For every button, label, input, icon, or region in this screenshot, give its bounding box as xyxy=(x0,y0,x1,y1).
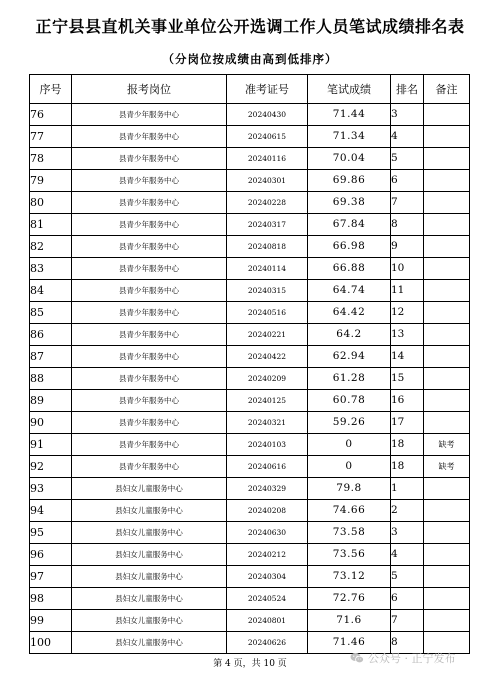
cell-seq: 87 xyxy=(30,346,72,368)
cell-seq: 83 xyxy=(30,258,72,280)
cell-post: 县妇女儿童服务中心 xyxy=(72,610,227,632)
cell-note xyxy=(424,544,470,566)
cell-seq: 95 xyxy=(30,522,72,544)
cell-exam-no: 20240321 xyxy=(227,412,308,434)
cell-rank: 18 xyxy=(391,434,424,456)
cell-post: 县妇女儿童服务中心 xyxy=(72,500,227,522)
cell-note xyxy=(424,588,470,610)
table-row xyxy=(30,302,470,324)
cell-rank: 2 xyxy=(391,500,424,522)
page-number: 第 4 页，共 10 页 xyxy=(213,659,287,669)
cell-seq: 97 xyxy=(30,566,72,588)
cell-post: 县青少年服务中心 xyxy=(72,456,227,478)
table-row xyxy=(30,346,470,368)
cell-exam-no: 20240615 xyxy=(227,126,308,148)
cell-seq: 78 xyxy=(30,148,72,170)
cell-note xyxy=(424,192,470,214)
cell-note xyxy=(424,214,470,236)
cell-score: 0 xyxy=(308,434,391,456)
cell-exam-no: 20240228 xyxy=(227,192,308,214)
cell-exam-no: 20240304 xyxy=(227,566,308,588)
cell-exam-no: 20240317 xyxy=(227,214,308,236)
table-row xyxy=(30,434,470,456)
cell-note xyxy=(424,148,470,170)
table-row xyxy=(30,478,470,500)
cell-post: 县妇女儿童服务中心 xyxy=(72,522,227,544)
cell-note xyxy=(424,324,470,346)
cell-exam-no: 20240315 xyxy=(227,280,308,302)
cell-post: 县青少年服务中心 xyxy=(72,214,227,236)
cell-rank: 5 xyxy=(391,148,424,170)
cell-seq: 77 xyxy=(30,126,72,148)
cell-post: 县妇女儿童服务中心 xyxy=(72,566,227,588)
cell-rank: 4 xyxy=(391,126,424,148)
table-row xyxy=(30,214,470,236)
cell-exam-no: 20240422 xyxy=(227,346,308,368)
cell-rank: 6 xyxy=(391,170,424,192)
cell-score: 66.88 xyxy=(308,258,391,280)
cell-post: 县青少年服务中心 xyxy=(72,192,227,214)
table-row xyxy=(30,280,470,302)
cell-note: 缺考 xyxy=(424,434,470,456)
cell-score: 66.98 xyxy=(308,236,391,258)
table-row xyxy=(30,412,470,434)
cell-post: 县青少年服务中心 xyxy=(72,280,227,302)
cell-seq: 98 xyxy=(30,588,72,610)
table-row xyxy=(30,588,470,610)
document-subtitle: （分岗位按成绩由高到低排序） xyxy=(162,52,338,66)
cell-seq: 88 xyxy=(30,368,72,390)
cell-score: 79.8 xyxy=(308,478,391,500)
cell-score: 69.86 xyxy=(308,170,391,192)
cell-rank: 5 xyxy=(391,566,424,588)
cell-seq: 100 xyxy=(30,632,72,654)
cell-note: 缺考 xyxy=(424,456,470,478)
cell-exam-no: 20240209 xyxy=(227,368,308,390)
table-row xyxy=(30,368,470,390)
table-row xyxy=(30,456,470,478)
cell-note xyxy=(424,522,470,544)
cell-exam-no: 20240516 xyxy=(227,302,308,324)
watermark-text: 公众号 · 正宁发布 xyxy=(368,652,456,665)
cell-score: 71.44 xyxy=(308,104,391,126)
cell-score: 71.34 xyxy=(308,126,391,148)
cell-rank: 16 xyxy=(391,390,424,412)
table-header-row xyxy=(30,75,470,104)
cell-rank: 14 xyxy=(391,346,424,368)
cell-rank: 12 xyxy=(391,302,424,324)
table-row xyxy=(30,236,470,258)
table-row xyxy=(30,192,470,214)
cell-rank: 17 xyxy=(391,412,424,434)
cell-rank: 7 xyxy=(391,610,424,632)
cell-exam-no: 20240212 xyxy=(227,544,308,566)
cell-rank: 9 xyxy=(391,236,424,258)
cell-seq: 84 xyxy=(30,280,72,302)
wechat-icon xyxy=(350,652,364,664)
cell-score: 64.74 xyxy=(308,280,391,302)
table-row xyxy=(30,148,470,170)
cell-note xyxy=(424,170,470,192)
cell-note xyxy=(424,566,470,588)
cell-post: 县青少年服务中心 xyxy=(72,390,227,412)
cell-note xyxy=(424,478,470,500)
cell-note xyxy=(424,280,470,302)
cell-seq: 93 xyxy=(30,478,72,500)
cell-note xyxy=(424,412,470,434)
cell-seq: 96 xyxy=(30,544,72,566)
cell-score: 71.46 xyxy=(308,632,391,654)
cell-exam-no: 20240818 xyxy=(227,236,308,258)
cell-rank: 8 xyxy=(391,632,424,654)
table-row xyxy=(30,258,470,280)
cell-score: 61.28 xyxy=(308,368,391,390)
table-row xyxy=(30,126,470,148)
table-row xyxy=(30,104,470,126)
cell-score: 71.6 xyxy=(308,610,391,632)
cell-score: 73.58 xyxy=(308,522,391,544)
cell-note xyxy=(424,236,470,258)
cell-post: 县青少年服务中心 xyxy=(72,434,227,456)
cell-seq: 94 xyxy=(30,500,72,522)
cell-exam-no: 20240801 xyxy=(227,610,308,632)
header-rank: 排名 xyxy=(391,75,424,104)
cell-exam-no: 20240626 xyxy=(227,632,308,654)
watermark xyxy=(350,650,456,666)
cell-rank: 3 xyxy=(391,104,424,126)
cell-exam-no: 20240103 xyxy=(227,434,308,456)
cell-score: 60.78 xyxy=(308,390,391,412)
cell-post: 县妇女儿童服务中心 xyxy=(72,588,227,610)
cell-score: 64.42 xyxy=(308,302,391,324)
cell-exam-no: 20240208 xyxy=(227,500,308,522)
cell-post: 县青少年服务中心 xyxy=(72,412,227,434)
header-exam-no: 准考证号 xyxy=(227,75,308,104)
cell-score: 73.56 xyxy=(308,544,391,566)
cell-note xyxy=(424,500,470,522)
cell-post: 县妇女儿童服务中心 xyxy=(72,478,227,500)
cell-score: 62.94 xyxy=(308,346,391,368)
cell-score: 67.84 xyxy=(308,214,391,236)
cell-note xyxy=(424,390,470,412)
cell-note xyxy=(424,258,470,280)
cell-exam-no: 20240616 xyxy=(227,456,308,478)
table-row xyxy=(30,324,470,346)
cell-exam-no: 20240125 xyxy=(227,390,308,412)
cell-note xyxy=(424,126,470,148)
cell-rank: 13 xyxy=(391,324,424,346)
header-score: 笔试成绩 xyxy=(308,75,391,104)
cell-seq: 79 xyxy=(30,170,72,192)
cell-note xyxy=(424,104,470,126)
cell-exam-no: 20240630 xyxy=(227,522,308,544)
cell-post: 县青少年服务中心 xyxy=(72,170,227,192)
cell-seq: 86 xyxy=(30,324,72,346)
cell-post: 县妇女儿童服务中心 xyxy=(72,544,227,566)
cell-post: 县青少年服务中心 xyxy=(72,368,227,390)
cell-seq: 81 xyxy=(30,214,72,236)
cell-score: 74.66 xyxy=(308,500,391,522)
cell-score: 73.12 xyxy=(308,566,391,588)
cell-exam-no: 20240221 xyxy=(227,324,308,346)
cell-rank: 7 xyxy=(391,192,424,214)
cell-rank: 18 xyxy=(391,456,424,478)
cell-note xyxy=(424,610,470,632)
cell-exam-no: 20240116 xyxy=(227,148,308,170)
cell-seq: 92 xyxy=(30,456,72,478)
cell-rank: 4 xyxy=(391,544,424,566)
cell-score: 72.76 xyxy=(308,588,391,610)
cell-rank: 15 xyxy=(391,368,424,390)
cell-note xyxy=(424,346,470,368)
cell-score: 0 xyxy=(308,456,391,478)
cell-exam-no: 20240301 xyxy=(227,170,308,192)
cell-score: 69.38 xyxy=(308,192,391,214)
cell-seq: 90 xyxy=(30,412,72,434)
cell-score: 59.26 xyxy=(308,412,391,434)
cell-post: 县青少年服务中心 xyxy=(72,346,227,368)
table-row xyxy=(30,544,470,566)
cell-post: 县青少年服务中心 xyxy=(72,148,227,170)
cell-seq: 99 xyxy=(30,610,72,632)
cell-post: 县青少年服务中心 xyxy=(72,302,227,324)
cell-exam-no: 20240329 xyxy=(227,478,308,500)
cell-seq: 80 xyxy=(30,192,72,214)
cell-seq: 82 xyxy=(30,236,72,258)
table-row xyxy=(30,610,470,632)
cell-seq: 91 xyxy=(30,434,72,456)
score-table xyxy=(29,74,470,654)
header-seq: 序号 xyxy=(30,75,72,104)
table-row xyxy=(30,170,470,192)
table-row xyxy=(30,566,470,588)
table-row xyxy=(30,500,470,522)
cell-exam-no: 20240524 xyxy=(227,588,308,610)
cell-seq: 76 xyxy=(30,104,72,126)
cell-post: 县妇女儿童服务中心 xyxy=(72,632,227,654)
cell-post: 县青少年服务中心 xyxy=(72,324,227,346)
cell-rank: 1 xyxy=(391,478,424,500)
cell-seq: 89 xyxy=(30,390,72,412)
document-title: 正宁县县直机关事业单位公开选调工作人员笔试成绩排名表 xyxy=(35,17,465,36)
cell-rank: 8 xyxy=(391,214,424,236)
cell-post: 县青少年服务中心 xyxy=(72,236,227,258)
cell-score: 70.04 xyxy=(308,148,391,170)
table-row xyxy=(30,390,470,412)
cell-note xyxy=(424,302,470,324)
cell-rank: 10 xyxy=(391,258,424,280)
cell-score: 64.2 xyxy=(308,324,391,346)
cell-post: 县青少年服务中心 xyxy=(72,126,227,148)
table-row xyxy=(30,522,470,544)
cell-rank: 6 xyxy=(391,588,424,610)
cell-seq: 85 xyxy=(30,302,72,324)
cell-post: 县青少年服务中心 xyxy=(72,104,227,126)
cell-exam-no: 20240114 xyxy=(227,258,308,280)
cell-post: 县青少年服务中心 xyxy=(72,258,227,280)
header-post: 报考岗位 xyxy=(72,75,227,104)
cell-exam-no: 20240430 xyxy=(227,104,308,126)
cell-note xyxy=(424,368,470,390)
cell-rank: 11 xyxy=(391,280,424,302)
header-note: 备注 xyxy=(424,75,470,104)
cell-rank: 3 xyxy=(391,522,424,544)
